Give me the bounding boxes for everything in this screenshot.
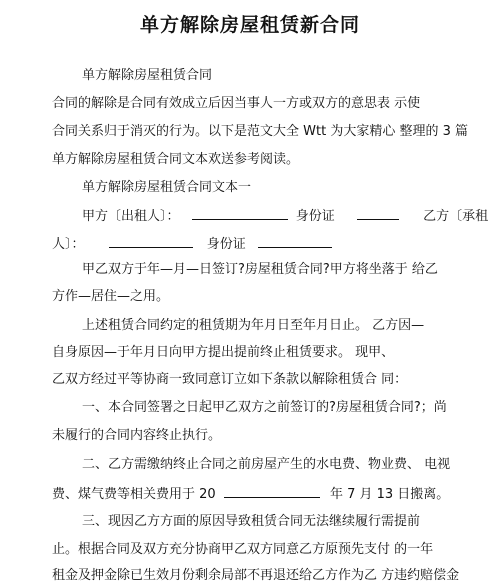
party-a-line <box>82 207 488 223</box>
party-b-id-label: 身份证 <box>206 237 246 252</box>
party-a-label: 甲方〔出租人〕： <box>82 209 180 224</box>
paragraph-line: 方作—居住—之用。 <box>52 289 170 304</box>
paragraph-line: 未履行的合同内容终止执行。 <box>52 428 222 443</box>
move-out-line <box>52 485 449 501</box>
document-title: 单方解除房屋租赁新合同 <box>139 14 360 36</box>
paragraph-line: 甲乙双方于年—月—日签订?房屋租赁合同?甲方将坐落于 给乙 <box>82 262 438 277</box>
party-a-id-blank <box>357 207 399 220</box>
paragraph-line: 自身原因—于年月日向甲方提出提前终止租赁要求。 现甲、 <box>52 345 395 360</box>
party-b-line <box>52 235 332 251</box>
paragraph-line: 单方解除房屋租赁合同文本欢送参考阅读。 <box>52 152 300 167</box>
party-b-name-blank <box>109 235 193 248</box>
clause-1-line: 一、本合同签署之日起甲乙双方之前签订的?房屋租赁合同?；尚 <box>82 400 447 415</box>
party-a-name-blank <box>192 207 288 220</box>
fee-text: 费、煤气费等相关费用于 20 <box>52 487 216 502</box>
paragraph-line: 乙双方经过平等协商一致同意订立如下条款以解除租赁合 同： <box>52 372 408 387</box>
section-heading: 单方解除房屋租赁合同文本一 <box>82 180 252 195</box>
clause-3-line: 三、现因乙方方面的原因导致租赁合同无法继续履行需提前 <box>82 514 421 529</box>
paragraph-line: 止。根据合同及双方充分协商甲乙双方同意乙方原预先支付 的一年 <box>52 542 434 557</box>
subtitle: 单方解除房屋租赁合同 <box>82 68 213 83</box>
party-b-id-blank <box>258 235 332 248</box>
paragraph-line: 租金及押金除已生效月份剩余局部不再退还给乙方作为乙 方违约赔偿金 <box>52 568 460 583</box>
paragraph-line: 上述租赁合同约定的租赁期为年月日至年月日止。 乙方因— <box>82 318 425 333</box>
paragraph-line: 合同的解除是合同有效成立后因当事人一方或双方的意思表 示使 <box>52 96 421 111</box>
clause-2-line: 二、乙方需缴纳终止合同之前房屋产生的水电费、物业费、 电视 <box>82 457 451 472</box>
paragraph-line: 合同关系归于消灭的行为。以下是范文大全 Wtt 为大家精心 整理的 3 篇 <box>52 124 468 139</box>
year-blank <box>224 485 320 498</box>
party-a-id-label: 身份证 <box>295 209 335 224</box>
party-b-label-end: 人〕： <box>52 237 85 252</box>
move-out-date: 年 7 月 13 日搬离。 <box>329 487 450 502</box>
party-b-label: 乙方〔承租 <box>423 209 489 224</box>
